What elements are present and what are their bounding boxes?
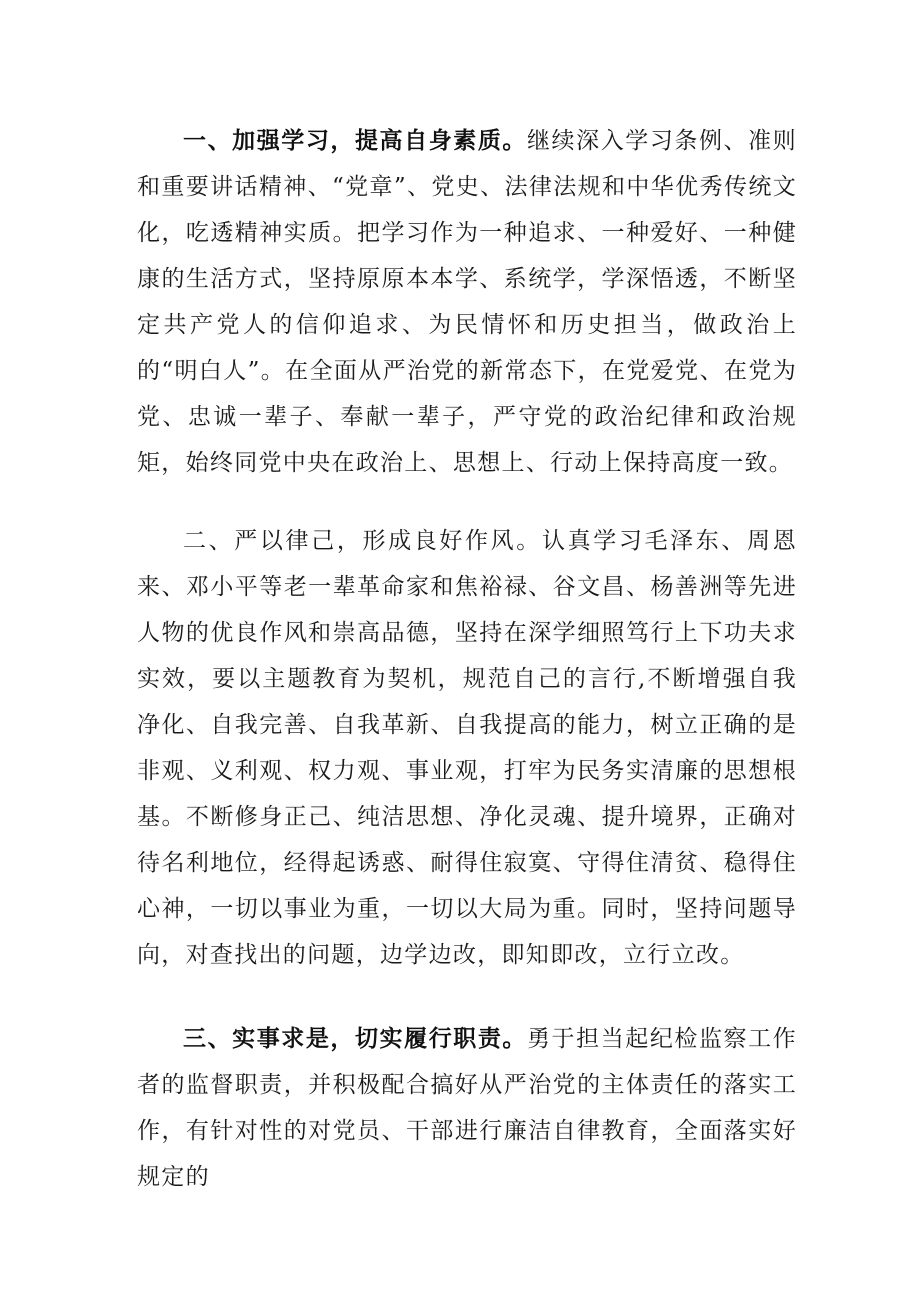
paragraph-3 bbox=[137, 1016, 797, 1200]
paragraph-3-body: 勇于担当起纪检监察工作者的监督职责，并积极配合搞好从严治党的主体责任的落实工作，有针对性的对党员、干部进行廉洁自律教育，全面落实好规定的 bbox=[137, 1026, 797, 1190]
paragraph-2 bbox=[137, 518, 797, 978]
paragraph-2-body: 二、严以律己，形成良好作风。认真学习毛泽东、周恩来、邓小平等老一辈革命家和焦裕禄、谷文昌、杨善洲等先进人物的优良作风和崇高品德，坚持在深学细照笃行上下功夫求实效，要以主题教育为契机，规范自己的言行,不断增强自我净化、自我完善、自我革新、自我提高的能力，树立正确的是非观、义利观、权力观、事业观，打牢为民务实清廉的思想根基。不断修身正己、纯洁思想、净化灵魂、提升境界，正确对待名利地位，经得起诱惑、耐得住寂寞、守得住清贫、稳得住心神，一切以事业为重，一切以大局为重。同时，坚持问题导向，对查找出的问题，边学边改，即知即改，立行立改。 bbox=[137, 528, 797, 968]
paragraph-1-body: 继续深入学习条例、准则和重要讲话精神、“党章”、党史、法律法规和中华优秀传统文化，吃透精神实质。把学习作为一种追求、一种爱好、一种健康的生活方式，坚持原原本本学、系统学，学深悟透，不断坚定共产党人的信仰追求、为民情怀和历史担当，做政治上的“明白人”。在全面从严治党的新常态下，在党爱党、在党为党、忠诚一辈子、奉献一辈子，严守党的政治纪律和政治规矩，始终同党中央在政治上、思想上、行动上保持高度一致。 bbox=[137, 128, 797, 476]
paragraph-1 bbox=[137, 118, 797, 486]
paragraph-3-heading: 三、实事求是，切实履行职责。 bbox=[183, 1026, 527, 1052]
paragraph-1-heading: 一、加强学习，提高自身素质。 bbox=[183, 128, 527, 154]
